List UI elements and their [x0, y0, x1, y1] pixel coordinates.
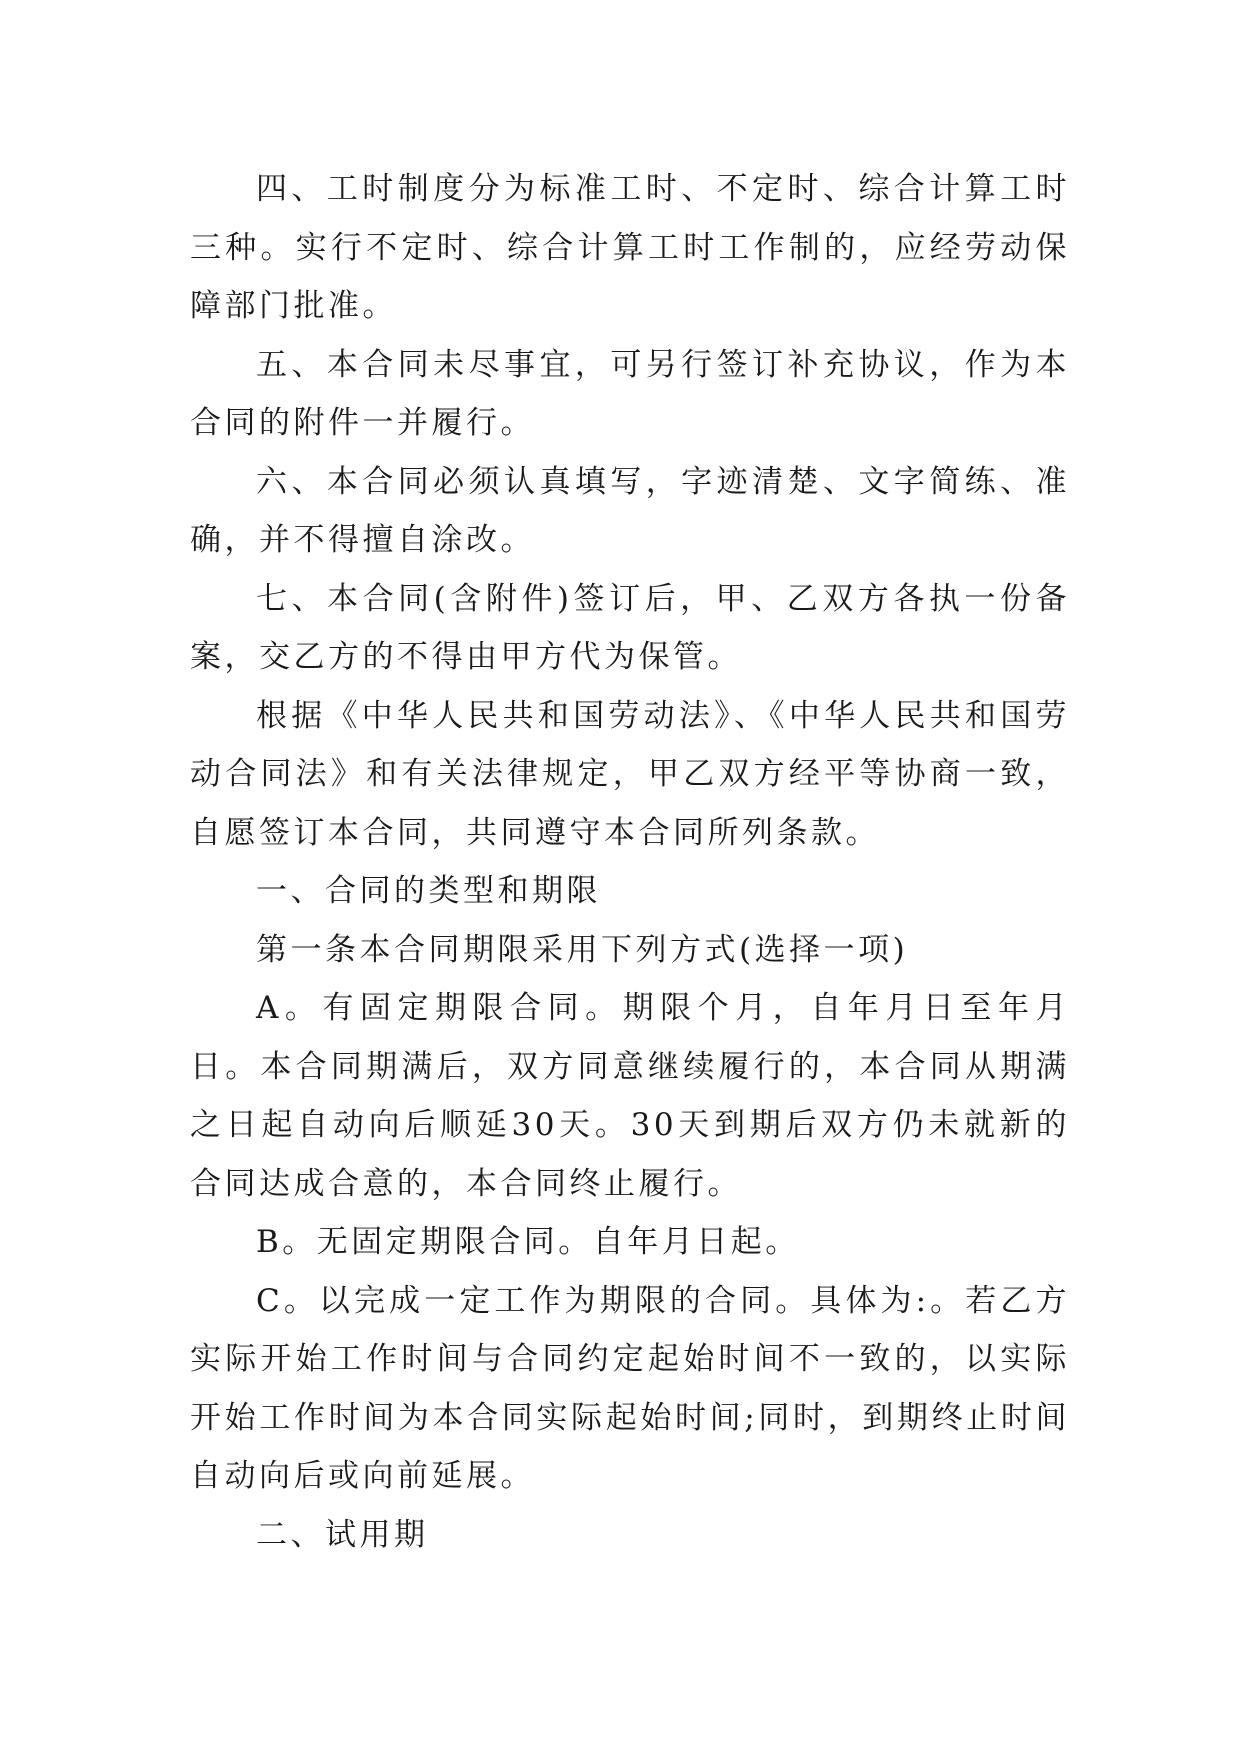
section-heading-probation: 二、试用期	[256, 1516, 429, 1553]
paragraph-preamble: 根据《中华人民共和国劳动法》、《中华人民共和国劳动合同法》和有关法律规定，甲乙双方经平等协商一致，自愿签订本合同，共同遵守本合同所列条款。	[190, 697, 1070, 851]
option-a: A。有固定期限合同。期限个月，自年月日至年月日。本合同期满后，双方同意继续履行的，本合同从期满之日起自动向后顺延30天。30天到期后双方仍未就新的合同达成合意的，本合同终止履行。	[190, 990, 1070, 1202]
paragraph-clause-5: 五、本合同未尽事宜，可另行签订补充协议，作为本合同的附件一并履行。	[190, 346, 1070, 441]
article-1-heading: 第一条本合同期限采用下列方式(选择一项)	[256, 931, 909, 968]
paragraph-clause-4: 四、工时制度分为标准工时、不定时、综合计算工时三种。实行不定时、综合计算工时工作制的，应经劳动保障部门批准。	[190, 171, 1070, 324]
option-b: B。无固定期限合同。自年月日起。	[256, 1224, 800, 1260]
option-c: C。以完成一定工作为期限的合同。具体为:。若乙方实际开始工作时间与合同约定起始时间不一致的，以实际开始工作时间为本合同实际起始时间;同时，到期终止时间自动向后或向前延展。	[190, 1282, 1070, 1494]
paragraph-clause-7: 七、本合同(含附件)签订后，甲、乙双方各执一份备案，交乙方的不得由甲方代为保管。	[190, 580, 1070, 675]
section-heading-contract-type: 一、合同的类型和期限	[256, 873, 601, 909]
document-body	[190, 160, 1070, 1564]
paragraph-clause-6: 六、本合同必须认真填写，字迹清楚、文字简练、准确，并不得擅自涂改。	[190, 463, 1070, 558]
